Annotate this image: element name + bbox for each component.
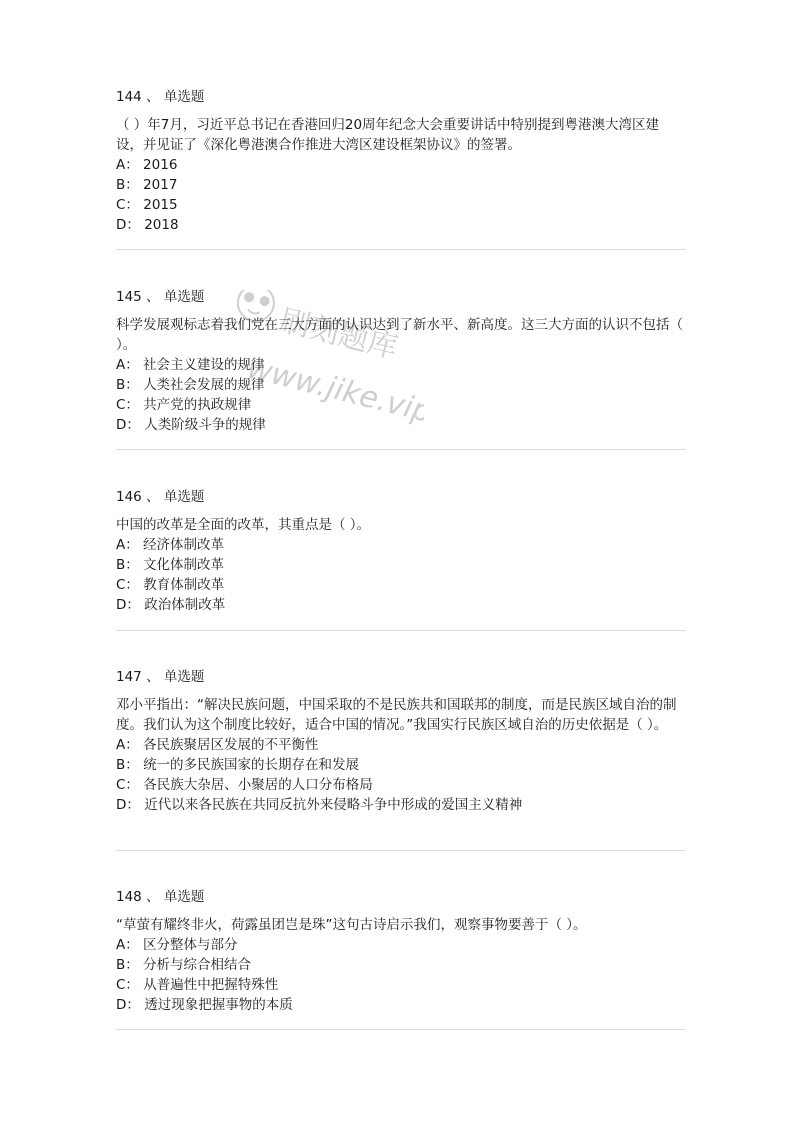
divider [116, 449, 686, 450]
option-key: C： [116, 777, 139, 793]
option-key: D： [116, 217, 140, 233]
divider [116, 630, 686, 631]
option-c[interactable] [116, 775, 686, 795]
option-b[interactable] [116, 755, 686, 775]
question-number: 147 [116, 669, 142, 685]
option-a[interactable] [116, 735, 686, 755]
option-d[interactable] [116, 995, 686, 1015]
option-text: 各民族大杂居、小聚居的人口分布格局 [143, 777, 373, 793]
question-stem: （ ）年7月，习近平总书记在香港回归20周年纪念大会重要讲话中特别提到粤港澳大湾区建设，并见证了《深化粤港澳合作推进大湾区建设框架协议》的签署。 [116, 117, 660, 153]
option-d[interactable] [116, 215, 686, 235]
option-key: C： [116, 977, 139, 993]
question-separator: 、 [146, 89, 160, 105]
option-key: A： [116, 937, 139, 953]
option-c[interactable] [116, 395, 686, 415]
question-separator: 、 [146, 889, 160, 905]
option-key: D： [116, 597, 140, 613]
question-147 [116, 667, 686, 815]
option-text: 各民族聚居区发展的不平衡性 [143, 737, 319, 753]
option-text: 人类阶级斗争的规律 [144, 417, 266, 433]
option-text: 共产党的执政规律 [143, 397, 252, 413]
watermark-url: www.jike.vip [243, 350, 424, 430]
option-text: 2016 [143, 157, 178, 173]
option-text: 2015 [143, 197, 178, 213]
option-c[interactable] [116, 195, 686, 215]
option-key: B： [116, 177, 139, 193]
question-separator: 、 [146, 289, 160, 305]
divider [116, 850, 686, 851]
option-text: 文化体制改革 [143, 557, 225, 573]
option-b[interactable] [116, 375, 686, 395]
option-a[interactable] [116, 355, 686, 375]
option-c[interactable] [116, 575, 686, 595]
option-text: 区分整体与部分 [143, 937, 238, 953]
option-text: 教育体制改革 [143, 577, 225, 593]
option-text: 社会主义建设的规律 [143, 357, 265, 373]
option-d[interactable] [116, 795, 686, 815]
option-a[interactable] [116, 535, 686, 555]
question-145 [116, 287, 686, 435]
option-d[interactable] [116, 595, 686, 615]
option-b[interactable] [116, 555, 686, 575]
option-key: A： [116, 157, 139, 173]
option-key: D： [116, 997, 140, 1013]
option-text: 政治体制改革 [144, 597, 226, 613]
option-key: A： [116, 537, 139, 553]
question-number: 144 [116, 89, 142, 105]
option-key: C： [116, 577, 139, 593]
option-key: A： [116, 357, 139, 373]
option-a[interactable] [116, 935, 686, 955]
option-text: 2018 [144, 217, 179, 233]
option-b[interactable] [116, 175, 686, 195]
question-separator: 、 [146, 489, 160, 505]
question-stem: 中国的改革是全面的改革，其重点是（ ）。 [116, 517, 371, 533]
question-type: 单选题 [163, 489, 205, 505]
option-key: D： [116, 797, 140, 813]
option-key: C： [116, 197, 139, 213]
question-stem: “草萤有耀终非火，荷露虽团岂是珠”这句古诗启示我们，观察事物要善于（ ）。 [116, 917, 587, 933]
option-key: C： [116, 397, 139, 413]
question-number: 148 [116, 889, 142, 905]
option-key: B： [116, 757, 139, 773]
watermark-brand: 刷刻题库 [276, 303, 402, 367]
option-a[interactable] [116, 155, 686, 175]
option-text: 2017 [143, 177, 178, 193]
option-text: 近代以来各民族在共同反抗外来侵略斗争中形成的爱国主义精神 [144, 797, 523, 813]
option-text: 统一的多民族国家的长期存在和发展 [143, 757, 360, 773]
question-stem: 科学发展观标志着我们党在三大方面的认识达到了新水平、新高度。这三大方面的认识不包括（ ）。 [116, 317, 683, 353]
option-b[interactable] [116, 955, 686, 975]
question-type: 单选题 [163, 89, 205, 105]
question-number: 146 [116, 489, 142, 505]
option-text: 从普遍性中把握特殊性 [143, 977, 279, 993]
question-type: 单选题 [163, 889, 205, 905]
option-text: 经济体制改革 [143, 537, 225, 553]
question-header [116, 287, 686, 307]
question-header [116, 487, 686, 507]
question-separator: 、 [146, 669, 160, 685]
option-text: 透过现象把握事物的本质 [144, 997, 293, 1013]
divider [116, 1029, 686, 1030]
option-text: 人类社会发展的规律 [143, 377, 265, 393]
question-148 [116, 887, 686, 1015]
option-key: B： [116, 557, 139, 573]
question-header [116, 887, 686, 907]
divider [116, 249, 686, 250]
option-d[interactable] [116, 415, 686, 435]
question-type: 单选题 [163, 289, 205, 305]
question-144 [116, 87, 686, 235]
option-c[interactable] [116, 975, 686, 995]
question-header [116, 667, 686, 687]
question-header [116, 87, 686, 107]
option-key: D： [116, 417, 140, 433]
question-stem: 邓小平指出：“解决民族问题，中国采取的不是民族共和国联邦的制度，而是民族区域自治的制度。我们认为这个制度比较好，适合中国的情况。”我国实行民族区域自治的历史依据是（ ）。 [116, 697, 677, 733]
option-key: A： [116, 737, 139, 753]
option-key: B： [116, 957, 139, 973]
question-number: 145 [116, 289, 142, 305]
question-type: 单选题 [163, 669, 205, 685]
option-text: 分析与综合相结合 [143, 957, 252, 973]
question-146 [116, 487, 686, 615]
option-key: B： [116, 377, 139, 393]
